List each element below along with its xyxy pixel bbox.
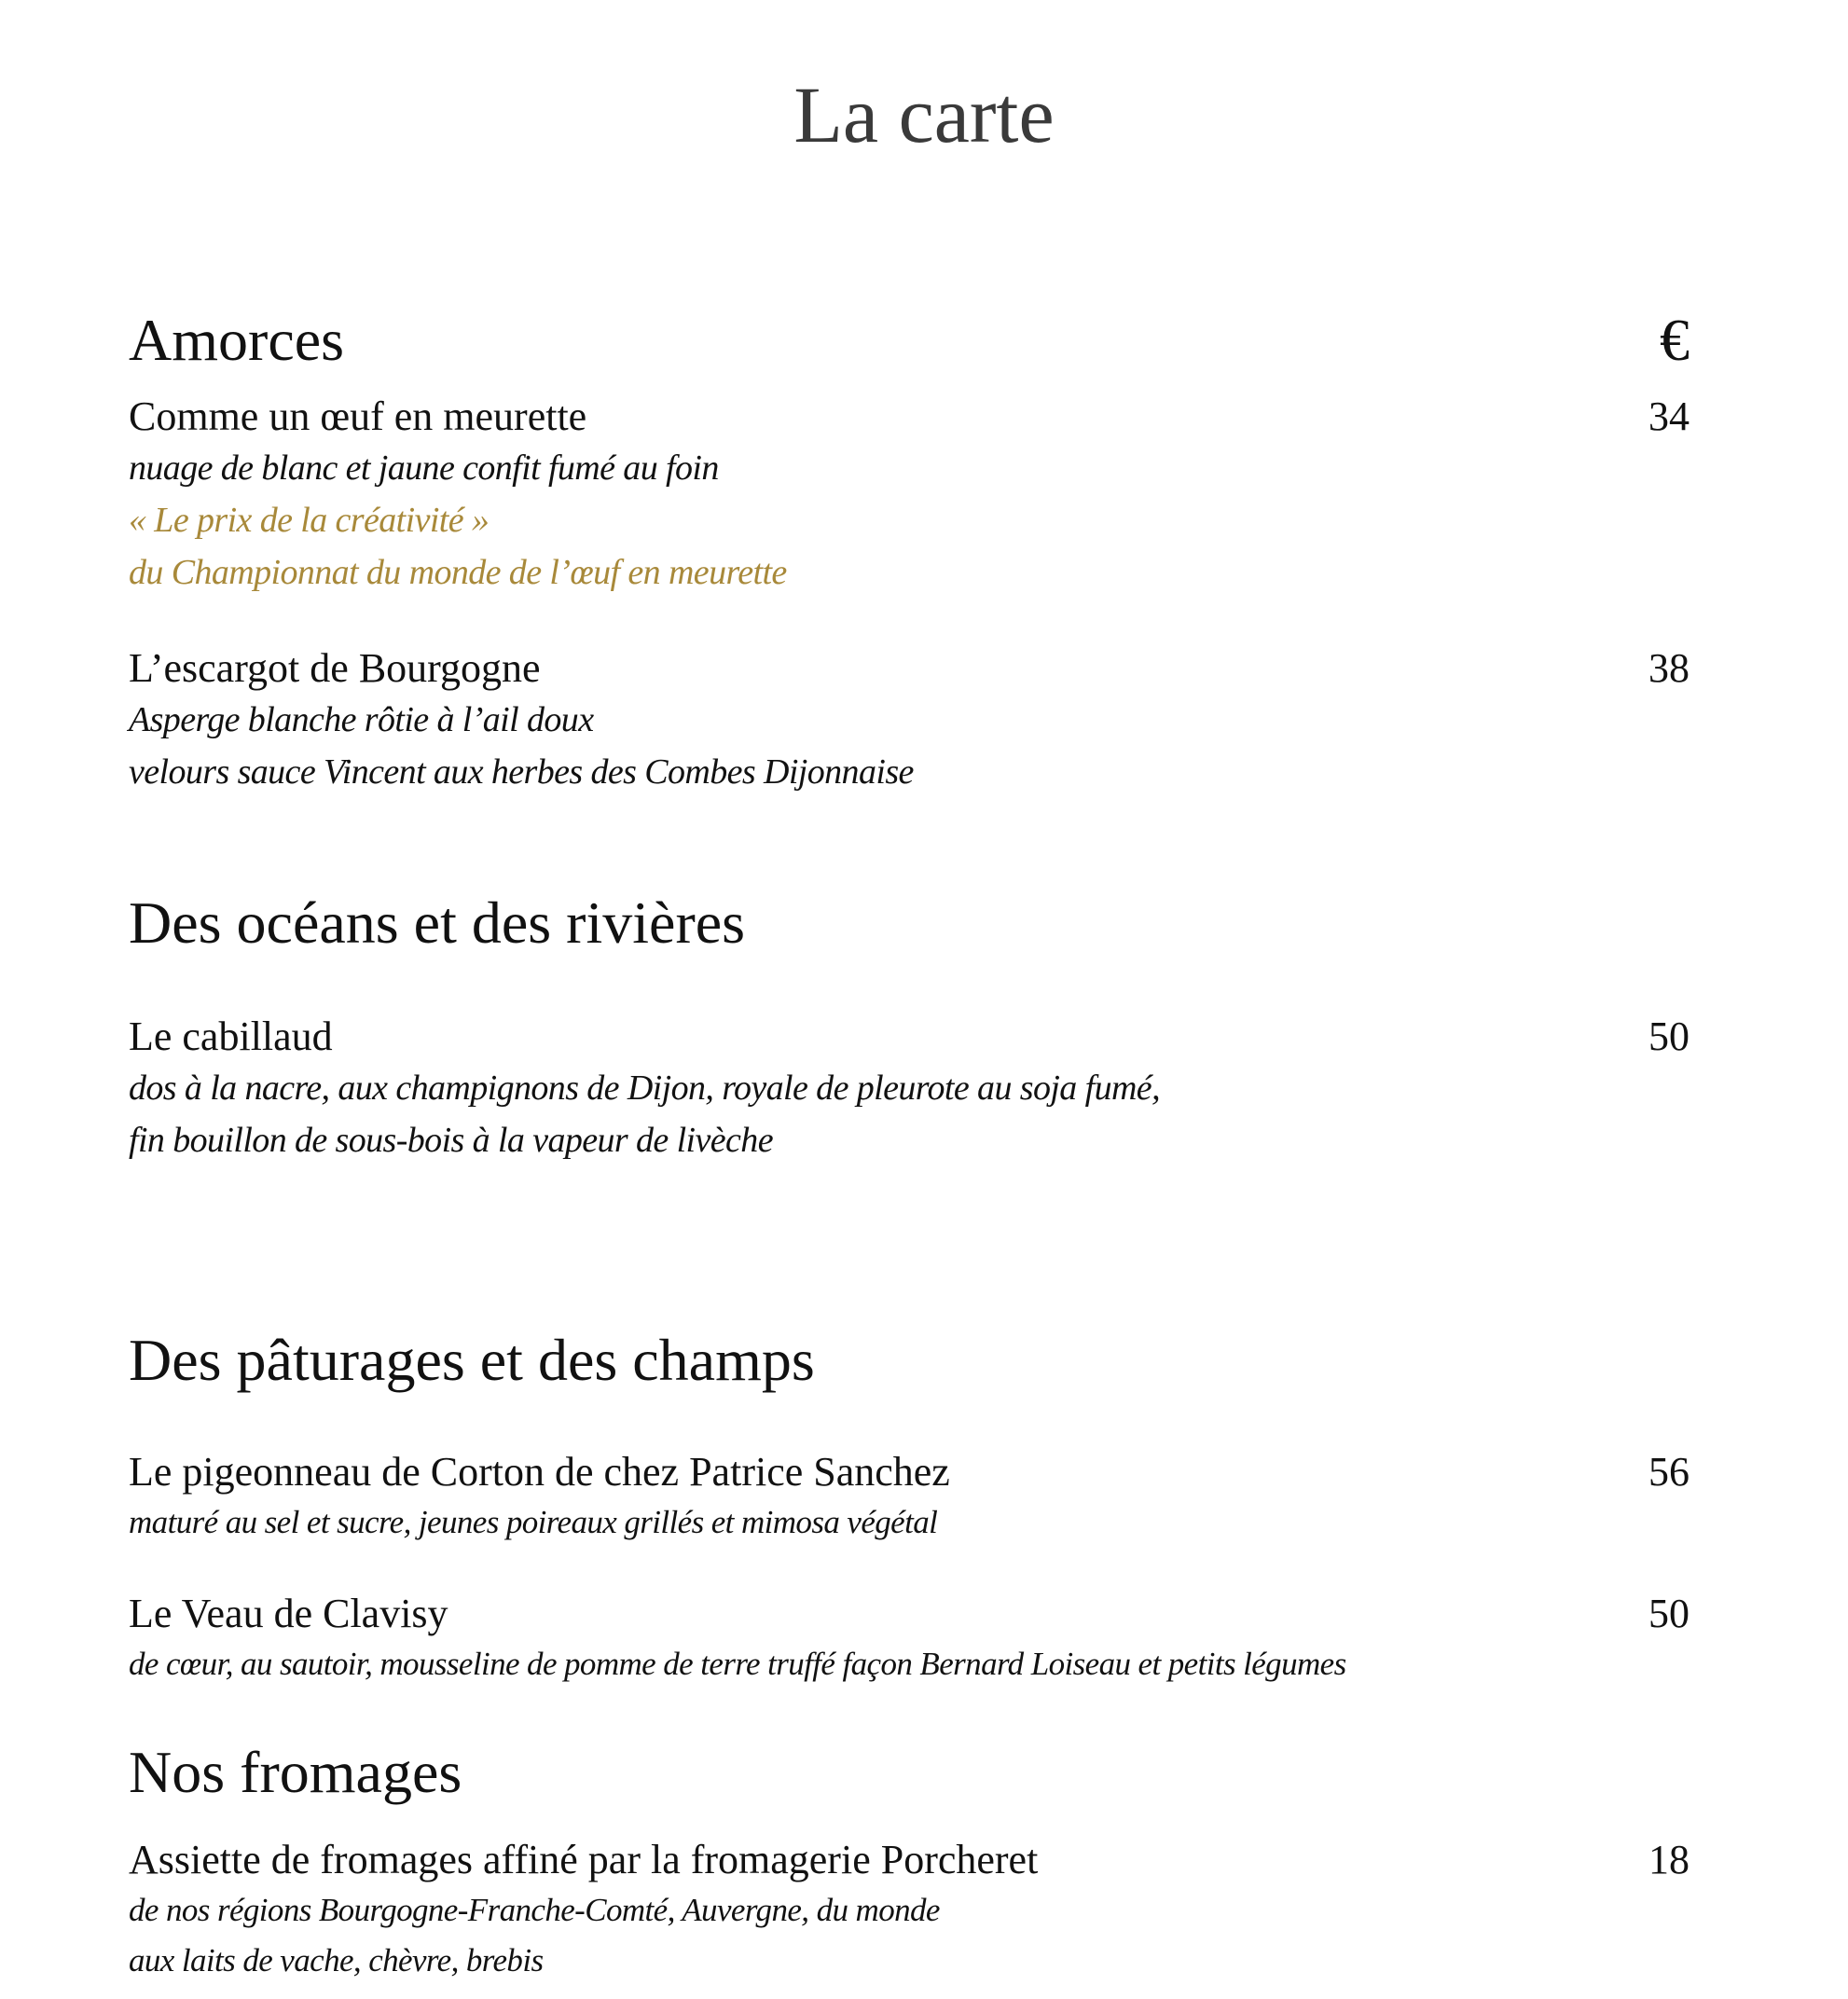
dish-price-fromages: 18 bbox=[1648, 1837, 1689, 1882]
page-title: La carte bbox=[793, 70, 1055, 159]
dish-name-veau: Le Veau de Clavisy bbox=[129, 1591, 448, 1636]
dish-description: fin bouillon de sous-bois à la vapeur de livèche bbox=[129, 1121, 773, 1160]
award-line: « Le prix de la créativité » bbox=[129, 501, 490, 540]
dish-name-oeuf-meurette: Comme un œuf en meurette bbox=[129, 393, 587, 439]
section-title-oceans: Des océans et des rivières bbox=[129, 889, 746, 956]
section-title-fromages: Nos fromages bbox=[129, 1739, 462, 1805]
dish-description: dos à la nacre, aux champignons de Dijon, royale de pleurote au soja fumé, bbox=[129, 1068, 1160, 1108]
dish-price-cabillaud: 50 bbox=[1648, 1013, 1689, 1059]
dish-name-cabillaud: Le cabillaud bbox=[129, 1013, 333, 1059]
section-title-paturages: Des pâturages et des champs bbox=[129, 1327, 815, 1393]
dish-description: de nos régions Bourgogne-Franche-Comté, Auvergne, du monde bbox=[129, 1892, 940, 1928]
dish-price-veau: 50 bbox=[1648, 1591, 1689, 1636]
dish-name-escargot: L’escargot de Bourgogne bbox=[129, 645, 541, 691]
dish-name-pigeonneau: Le pigeonneau de Corton de chez Patrice Sanchez bbox=[129, 1449, 950, 1495]
currency-symbol: € bbox=[1660, 307, 1689, 373]
dish-price-escargot: 38 bbox=[1648, 645, 1689, 691]
dish-description: de cœur, au sautoir, mousseline de pomme de terre truffé façon Bernard Loiseau et petits légumes bbox=[129, 1646, 1346, 1682]
dish-description: nuage de blanc et jaune confit fumé au foin bbox=[129, 448, 719, 488]
dish-description: Asperge blanche rôtie à l’ail doux bbox=[129, 700, 594, 739]
dish-description: maturé au sel et sucre, jeunes poireaux grillés et mimosa végétal bbox=[129, 1504, 938, 1540]
award-line: du Championnat du monde de l’œuf en meurette bbox=[129, 553, 787, 592]
dish-description: aux laits de vache, chèvre, brebis bbox=[129, 1942, 544, 1978]
dish-name-fromages: Assiette de fromages affiné par la fromagerie Porcheret bbox=[129, 1837, 1039, 1882]
dish-price-pigeonneau: 56 bbox=[1648, 1449, 1689, 1495]
dish-price-oeuf-meurette: 34 bbox=[1648, 393, 1689, 439]
section-title-amorces: Amorces bbox=[129, 307, 345, 373]
dish-description: velours sauce Vincent aux herbes des Combes Dijonnaise bbox=[129, 752, 914, 792]
